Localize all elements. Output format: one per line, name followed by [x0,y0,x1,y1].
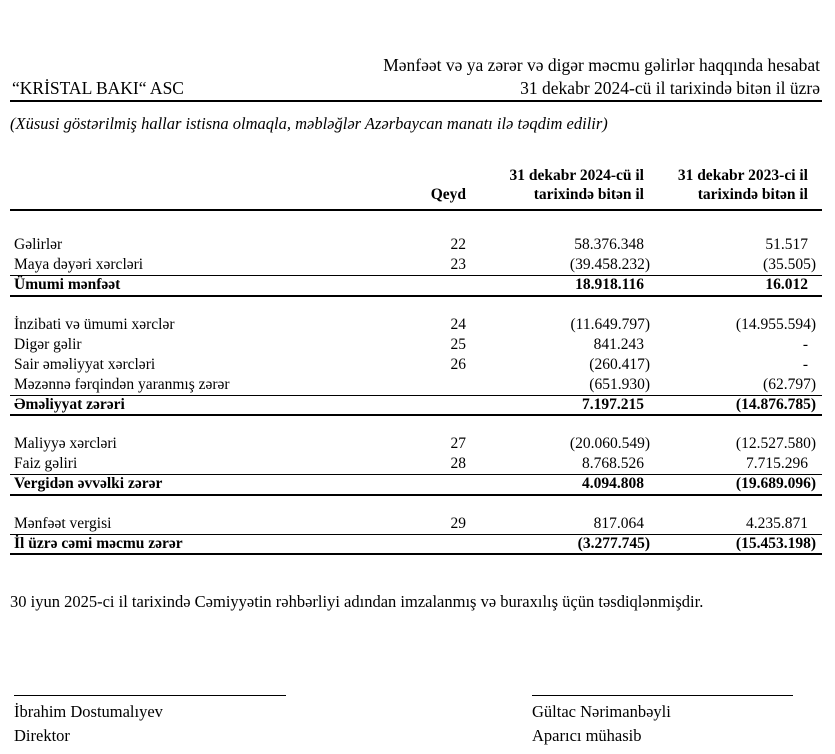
column-header-2023-line1: 31 dekabr 2023-ci il [677,167,808,184]
row-label: Ümumi mənfəət [14,276,121,293]
row-note-ref [356,535,466,554]
table-spacer-row [10,297,822,315]
row-label: Sair əməliyyat xərcləri [14,355,156,373]
row-value-2024: 7.197.215 [582,395,644,413]
column-header-2023-line2: tarixində bitən il [697,186,808,203]
row-value-2023: 4.235.871 [746,514,808,532]
row-value-2024: (651.930) [589,375,650,393]
table-row [10,454,822,474]
row-note-ref: 24 [450,315,466,333]
row-label: Vergidən əvvəlki zərər [14,475,163,492]
row-note-ref [356,375,466,395]
row-note-ref: 23 [450,256,466,273]
column-header-note: Qeyd [430,186,466,203]
signatory-name: Gültac Nərimanbəyli [532,702,671,721]
row-label: Əməliyyat zərəri [14,395,125,413]
row-value-2023: (15.453.198) [735,534,816,552]
row-value-2024: (11.649.797) [570,315,650,333]
table-header-row [10,166,822,211]
row-note-ref [356,396,466,415]
row-label: İl üzrə cəmi məcmu zərər [14,534,183,552]
table-row [10,514,822,534]
row-note-ref: 28 [450,455,466,472]
table-spacer-row [10,416,822,434]
table-row [10,315,822,335]
row-value-2023: (12.527.580) [735,435,816,452]
row-label: Maya dəyəri xərcləri [14,256,144,273]
table-body [10,211,822,555]
table-spacer-row [10,496,822,514]
row-note-ref [356,276,466,295]
row-label: Maliyyə xərcləri [14,435,117,452]
row-value-2024: 8.768.526 [582,455,644,472]
income-statement-table [10,166,822,555]
signatory-role: Aparıcı mühasib [532,726,642,745]
row-value-2024: 18.918.116 [575,276,644,293]
table-row [10,255,822,275]
table-row [10,235,822,255]
table-row [10,275,822,297]
signature-block-accountant [532,695,793,748]
row-label: Məzənnə fərqindən yaranmış zərər [14,375,230,393]
column-header-2023 [651,166,822,204]
row-value-2023: (35.505) [763,256,816,273]
approval-note: 30 iyun 2025-ci il tarixində Cəmiyyətin rəhbərliyi adından imzalanmış və buraxılış üçün təsdiqlənmişdir. [10,592,704,611]
signature-block-director [14,695,286,748]
column-header-2024-line2: tarixində bitən il [533,186,644,203]
row-note-ref: 25 [450,335,466,353]
row-value-2023: 16.012 [765,276,808,293]
signatory-role: Direktor [14,726,70,745]
row-value-2024: (20.060.549) [569,435,650,452]
column-header-2024-line1: 31 dekabr 2024-cü il [509,167,644,184]
column-header-2024 [466,166,651,204]
report-title [383,54,820,100]
row-value-2023: (14.876.785) [735,395,816,413]
row-label: Faiz gəliri [14,455,78,472]
header-divider [10,100,822,102]
row-note-ref: 29 [450,514,466,532]
row-value-2023: 7.715.296 [746,455,808,472]
row-value-2024: 58.376.348 [574,236,644,253]
row-note-ref [356,475,466,494]
row-label: Digər gəlir [14,335,82,353]
row-value-2023: (19.689.096) [735,475,816,492]
table-row [10,534,822,556]
row-label: Gəlirlər [14,236,63,253]
table-row [10,355,822,375]
row-value-2024: (39.458.232) [569,256,650,273]
row-value-2024: 841.243 [593,335,644,353]
table-row [10,375,822,395]
report-title-line1: Mənfəət və ya zərər və digər məcmu gəlirlər haqqında hesabat [383,55,820,75]
row-label: Mənfəət vergisi [14,514,112,532]
row-value-2024: 817.064 [593,514,644,532]
signature-line [14,695,286,696]
company-name: “KRİSTAL BAKI“ ASC [12,78,184,98]
currency-note: (Xüsusi göstərilmiş hallar istisna olmaqla, məbləğlər Azərbaycan manatı ilə təqdim edilir) [10,114,608,133]
signatory-name: İbrahim Dostumalıyev [14,702,163,721]
row-value-2023: (14.955.594) [735,315,816,333]
row-note-ref: 27 [450,435,466,452]
row-value-2023: 51.517 [765,236,808,253]
row-note-ref: 26 [450,355,466,373]
row-value-2024: (260.417) [589,355,650,373]
row-value-2024: 4.094.808 [582,475,644,492]
signature-line [532,695,793,696]
row-value-2023: - [802,355,808,373]
row-value-2024: (3.277.745) [577,534,650,552]
table-row [10,335,822,355]
row-label: İnzibati və ümumi xərclər [14,315,175,333]
row-value-2023: (62.797) [763,375,816,393]
table-row [10,434,822,454]
table-row [10,474,822,496]
row-note-ref: 22 [450,236,466,253]
report-title-line2: 31 dekabr 2024-cü il tarixində bitən il üzrə [520,78,820,98]
table-row [10,395,822,417]
row-value-2023: - [802,335,808,353]
